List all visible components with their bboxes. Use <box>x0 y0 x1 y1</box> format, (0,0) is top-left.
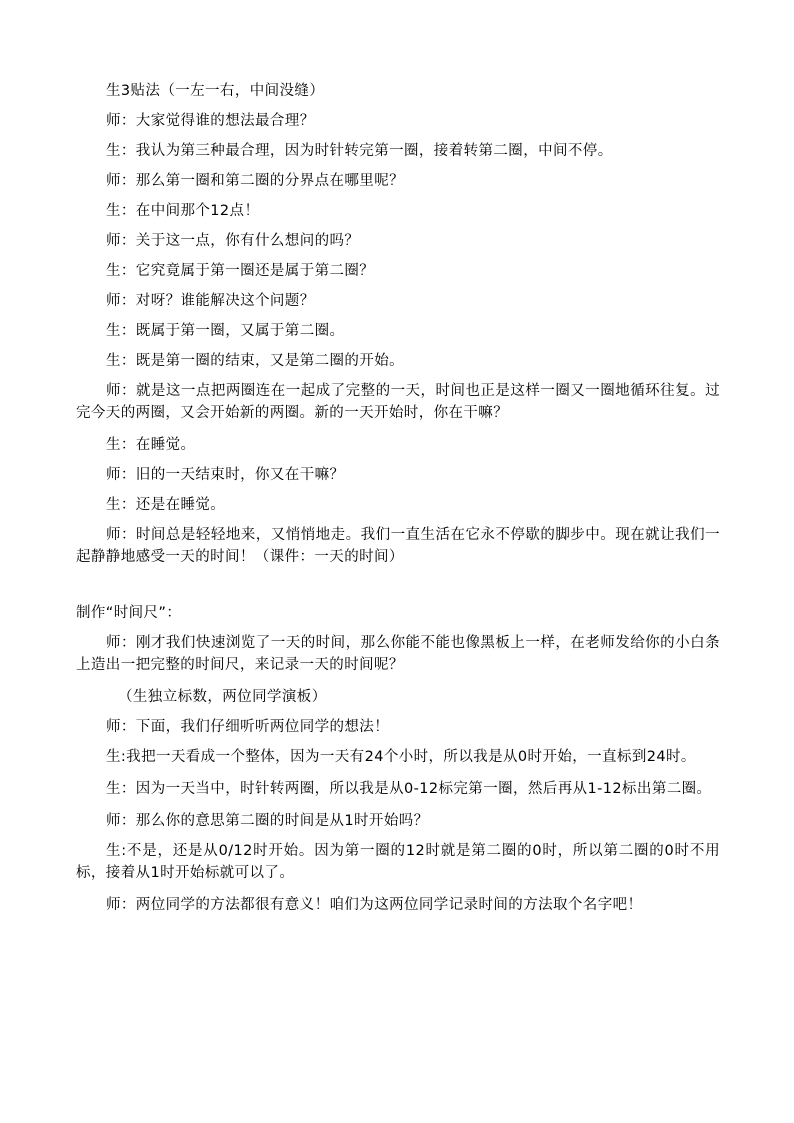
paragraph: 师：那么第一圈和第二圈的分界点在哪里呢？ <box>106 173 404 189</box>
paragraph: 师：大家觉得谁的想法最合理？ <box>106 113 315 129</box>
paragraph: 师：就是这一点把两圈连在一起成了完整的一天，时间也正是这样一圈又一圈地循环往复。过完今天的两圈，又会开始新的两圈。新的一天开始时，你在干嘛？ <box>76 383 720 421</box>
paragraph: 制作“时间尺”： <box>76 605 182 621</box>
paragraph: （生独立标数，两位同学演板） <box>118 689 327 705</box>
paragraph: 师：刚才我们快速浏览了一天的时间，那么你能不能也像黑板上一样，在老师发给你的小白条上造出一把完整的时间尺，来记录一天的时间呢？ <box>76 635 720 673</box>
paragraph: 生:我把一天看成一个整体，因为一天有24个小时，所以我是从0时开始，一直标到24时。 <box>106 749 696 765</box>
paragraph: 生：既属于第一圈，又属于第二圈。 <box>106 323 345 339</box>
paragraph: 生：我认为第三种最合理，因为时针转完第一圈，接着转第二圈，中间不停。 <box>106 143 613 159</box>
paragraph: 师：两位同学的方法都很有意义！咱们为这两位同学记录时间的方法取个名字吧！ <box>106 897 643 913</box>
paragraph: 生3贴法（一左一右，中间没缝） <box>106 83 325 99</box>
paragraph: 师：下面，我们仔细听听两位同学的想法！ <box>106 719 390 735</box>
paragraph: 生:不是，还是从0/12时开始。因为第一圈的12时就是第二圈的0时，所以第二圈的0时不用标，接着从1时开始标就可以了。 <box>76 843 720 881</box>
paragraph: 生：因为一天当中，时针转两圈，所以我是从0-12标完第一圈，然后再从1-12标出第二圈。 <box>106 781 712 797</box>
paragraph: 生：既是第一圈的结束，又是第二圈的开始。 <box>106 353 404 369</box>
paragraph-gap <box>76 578 720 602</box>
paragraph: 师：时间总是轻轻地来，又悄悄地走。我们一直生活在它永不停歇的脚步中。现在就让我们一起静静地感受一天的时间！（课件：一天的时间） <box>76 527 720 565</box>
paragraph: 师：那么你的意思第二圈的时间是从1时开始吗？ <box>106 813 429 829</box>
paragraph: 生：在睡觉。 <box>106 437 196 453</box>
paragraph: 师：对呀？谁能解决这个问题？ <box>106 293 315 309</box>
paragraph: 师：旧的一天结束时，你又在干嘛？ <box>106 467 345 483</box>
paragraph: 生：它究竟属于第一圈还是属于第二圈？ <box>106 263 375 279</box>
paragraph: 生：还是在睡觉。 <box>106 497 226 513</box>
paragraph: 生：在中间那个12点！ <box>106 203 260 219</box>
paragraph: 师：关于这一点，你有什么想问的吗？ <box>106 233 360 249</box>
